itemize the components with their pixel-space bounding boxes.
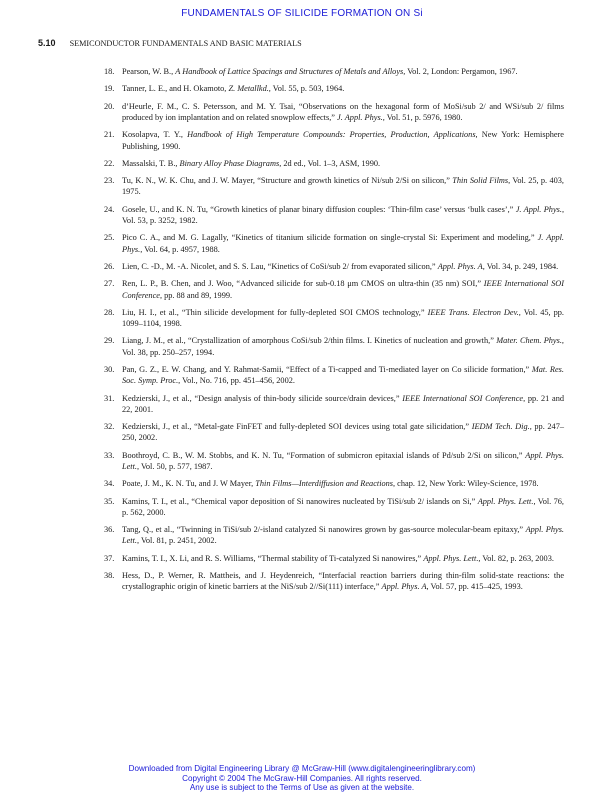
reference-text: Hess, D., P. Werner, R. Mattheis, and J. Heydenreich, “Interfacial reaction barriers during thin-film solid-state reactions: the crystallographic origin of kinetic barriers at the NiS/sub 2//Si(111) interface,”	[122, 571, 564, 592]
reference-source-title: Binary Alloy Phase Diagrams	[179, 158, 280, 168]
reference-source-title: Thin Films—Interdiffusion and Reactions	[255, 479, 394, 489]
reference-item	[104, 496, 564, 518]
reference-number: 38.	[104, 571, 115, 581]
reference-text: Gosele, U., and K. N. Tu, “Growth kinetics of planar binary diffusion couples: ‘Thin-film case’ versus ‘bulk cases’,”	[122, 204, 516, 214]
reference-source-title: Mat. Res. Soc. Symp. Proc.	[122, 365, 564, 386]
reference-text: Kamins, T. I., et al., “Chemical vapor deposition of Si nanowires nucleated by TiSi/sub 2/ islands on Si,”	[122, 496, 478, 506]
reference-text: , Vol. 2, London: Pergamon, 1967.	[403, 67, 518, 76]
footer-copyright-line: Copyright © 2004 The McGraw-Hill Companies. All rights reserved.	[182, 773, 422, 783]
reference-source-title: Appl. Phys. Lett.	[423, 553, 479, 563]
reference-source-title: Thin Solid Films	[452, 176, 509, 186]
reference-item	[104, 307, 564, 329]
reference-number: 22.	[104, 158, 115, 168]
reference-number: 34.	[104, 479, 115, 489]
reference-number: 20.	[104, 101, 115, 111]
reference-text: Pan, G. Z., E. W. Chang, and Y. Rahmat-Samii, “Effect of a Ti-capped and Ti-mediated layer on Co silicide formation,”	[122, 365, 532, 374]
reference-item	[104, 450, 564, 472]
reference-text: Boothroyd, C. B., W. M. Stobbs, and K. N. Tu, “Formation of submicron epitaxial islands of Pd/sub 2/Si on silicon,”	[122, 450, 526, 460]
chapter-banner: FUNDAMENTALS OF SILICIDE FORMATION ON Si	[181, 8, 423, 19]
reference-source-title: Z. Metallkd.	[228, 84, 269, 94]
reference-number: 29.	[104, 336, 115, 346]
reference-text: , Vol. 53, p. 3252, 1982.	[122, 204, 565, 225]
reference-number: 26.	[104, 261, 115, 271]
reference-text: Liu, H. I., et al., “Thin silicide development for fully-depleted SOI CMOS technology,”	[122, 307, 428, 317]
reference-item	[104, 335, 564, 357]
reference-text: , Vol. 45, pp. 1099–1104, 1998.	[122, 307, 564, 329]
reference-number: 23.	[104, 176, 115, 186]
reference-number: 36.	[104, 525, 115, 535]
reference-text: , Vol. 34, p. 249, 1984.	[482, 261, 559, 271]
reference-text: Poate, J. M., K. N. Tu, and J. W Mayer,	[122, 479, 256, 489]
running-title: SEMICONDUCTOR FUNDAMENTALS AND BASIC MATERIALS	[69, 39, 302, 48]
reference-item	[104, 364, 564, 386]
reference-text: , pp. 247–250, 2002.	[122, 422, 565, 443]
reference-text: , Vol. 38, pp. 250–257, 1994.	[122, 336, 564, 357]
reference-text: Tu, K. N., W. K. Chu, and J. W. Mayer, “Structure and growth kinetics of Ni/sub 2/Si on silicon,”	[122, 176, 453, 186]
reference-text: , Vol. 55, p. 503, 1964.	[268, 84, 345, 94]
reference-text: , New York: Hemisphere Publishing, 1990.	[122, 130, 564, 151]
reference-source-title: IEEE Trans. Electron Dev.	[427, 307, 519, 317]
reference-text: , Vol. 81, p. 2451, 2002.	[136, 536, 217, 546]
reference-item	[104, 232, 564, 254]
reference-item	[104, 175, 564, 197]
reference-item	[104, 129, 564, 151]
reference-source-title: Handbook of High Temperature Compounds: Properties, Production, Applications	[187, 130, 476, 140]
reference-number: 25.	[104, 233, 115, 243]
reference-item	[104, 101, 564, 123]
reference-text: Kedzierski, J., et al., “Metal-gate FinFET and fully-depleted SOI devices using total gate silicidation,”	[122, 422, 472, 432]
reference-item	[104, 261, 564, 272]
reference-item	[104, 478, 564, 489]
reference-source-title: Mater. Chem. Phys.	[496, 336, 562, 346]
reference-source-title: IEDM Tech. Dig.	[471, 422, 530, 432]
reference-number: 27.	[104, 279, 115, 289]
reference-item	[104, 278, 564, 300]
reference-text: Tang, Q., et al., “Twinning in TiSi/sub 2/-island catalyzed Si nanowires grown by gas-source molecular-beam epitaxy,”	[122, 525, 526, 535]
reference-text: , Vol. 76, p. 562, 2000.	[122, 496, 564, 517]
reference-text: Liang, J. M., et al., “Crystallization of amorphous CoSi/sub 2/thin films. I. Kinetics of nucleation and growth,”	[122, 336, 497, 346]
reference-number: 18.	[104, 67, 115, 76]
reference-text: Lien, C. -D., M. -A. Nicolet, and S. S. Lau, “Kinetics of CoSi/sub 2/ from evaporated silicon,”	[122, 261, 438, 271]
reference-text: d’Heurle, F. M., C. S. Petersson, and M. Y. Tsai, “Observations on the hexagonal form of MoSi/sub 2/ and WSi/sub 2/ films produced by ion implantation and on related snowplow effects,”	[122, 101, 564, 122]
reference-number: 30.	[104, 365, 115, 374]
reference-item	[104, 553, 564, 564]
reference-text: , Vol. 25, p. 403, 1975.	[122, 176, 564, 197]
reference-source-title: Appl. Phys. Lett.	[122, 525, 564, 546]
reference-source-title: A Handbook of Lattice Spacings and Structures of Metals and Alloys	[175, 67, 404, 76]
reference-source-title: J. Appl. Phys.	[337, 112, 383, 122]
reference-source-title: IEEE International SOI Conference	[122, 279, 564, 300]
reference-source-title: Appl. Phys. A	[381, 582, 427, 592]
reference-text: Pearson, W. B.,	[122, 67, 176, 76]
reference-text: , pp. 21 and 22, 2001.	[122, 393, 564, 414]
reference-source-title: J. Appl. Phys.	[122, 233, 564, 254]
reference-text: Tanner, L. E., and H. Okamoto,	[122, 84, 229, 94]
reference-list	[104, 66, 564, 599]
reference-text: , Vol., No. 716, pp. 451–456, 2002.	[178, 376, 295, 386]
reference-number: 24.	[104, 204, 115, 214]
reference-text: Massalski, T. B.,	[122, 158, 180, 168]
reference-item	[104, 158, 564, 169]
reference-text: , Vol. 51, p. 5976, 1980.	[382, 112, 463, 122]
running-head	[38, 38, 584, 48]
reference-text: , 2d ed., Vol. 1–3, ASM, 1990.	[279, 158, 381, 168]
reference-number: 32.	[104, 422, 115, 432]
reference-item	[104, 421, 564, 443]
reference-text: , pp. 88 and 89, 1999.	[159, 290, 233, 300]
reference-item	[104, 570, 564, 592]
reference-text: , Vol. 64, p. 4957, 1988.	[140, 244, 220, 254]
reference-number: 35.	[104, 496, 115, 506]
reference-source-title: Appl. Phys. Lett.	[122, 450, 564, 471]
reference-source-title: Appl. Phys. A	[437, 261, 483, 271]
reference-number: 31.	[104, 393, 115, 403]
footer	[0, 764, 604, 793]
page-number: 5.10	[38, 38, 56, 48]
reference-number: 19.	[104, 84, 115, 94]
reference-source-title: Appl. Phys. Lett.	[477, 496, 534, 506]
reference-item	[104, 66, 564, 77]
reference-number: 33.	[104, 450, 115, 460]
reference-text: Kosolapva, T. Y.,	[122, 130, 188, 140]
reference-item	[104, 204, 564, 226]
reference-text: , chap. 12, New York: Wiley-Science, 1978.	[393, 479, 539, 489]
reference-source-title: IEEE International SOI Conference	[402, 393, 524, 403]
reference-number: 28.	[104, 307, 115, 317]
reference-text: , Vol. 82, p. 263, 2003.	[478, 553, 554, 563]
reference-text: Pico C. A., and M. G. Lagally, “Kinetics of titanium silicide formation on single-crystal Si: Experiment and modeling,”	[122, 233, 538, 243]
footer-download-line[interactable]: Downloaded from Digital Engineering Library @ McGraw-Hill (www.digitalengineeringlibrary.com)	[128, 764, 476, 773]
reference-text: Kamins, T. I., X. Li, and R. S. Williams, “Thermal stability of Ti-catalyzed Si nanowires,”	[122, 553, 424, 563]
reference-text: Kedzierski, J., et al., “Design analysis of thin-body silicide source/drain devices,”	[122, 393, 403, 403]
footer-terms-line: Any use is subject to the Terms of Use as given at the website.	[189, 783, 415, 793]
reference-number: 21.	[104, 130, 115, 140]
reference-item	[104, 83, 564, 94]
reference-item	[104, 393, 564, 415]
reference-text: , Vol. 57, pp. 415–425, 1993.	[426, 582, 523, 592]
reference-number: 37.	[104, 553, 115, 563]
reference-text: , Vol. 50, p. 577, 1987.	[136, 461, 213, 471]
reference-source-title: J. Appl. Phys.	[515, 204, 562, 214]
reference-item	[104, 524, 564, 546]
reference-text: Ren, L. P., B. Chen, and J. Woo, “Advanced silicide for sub-0.18 μm CMOS on ultra-thin (35 nm) SOI,”	[122, 279, 484, 289]
